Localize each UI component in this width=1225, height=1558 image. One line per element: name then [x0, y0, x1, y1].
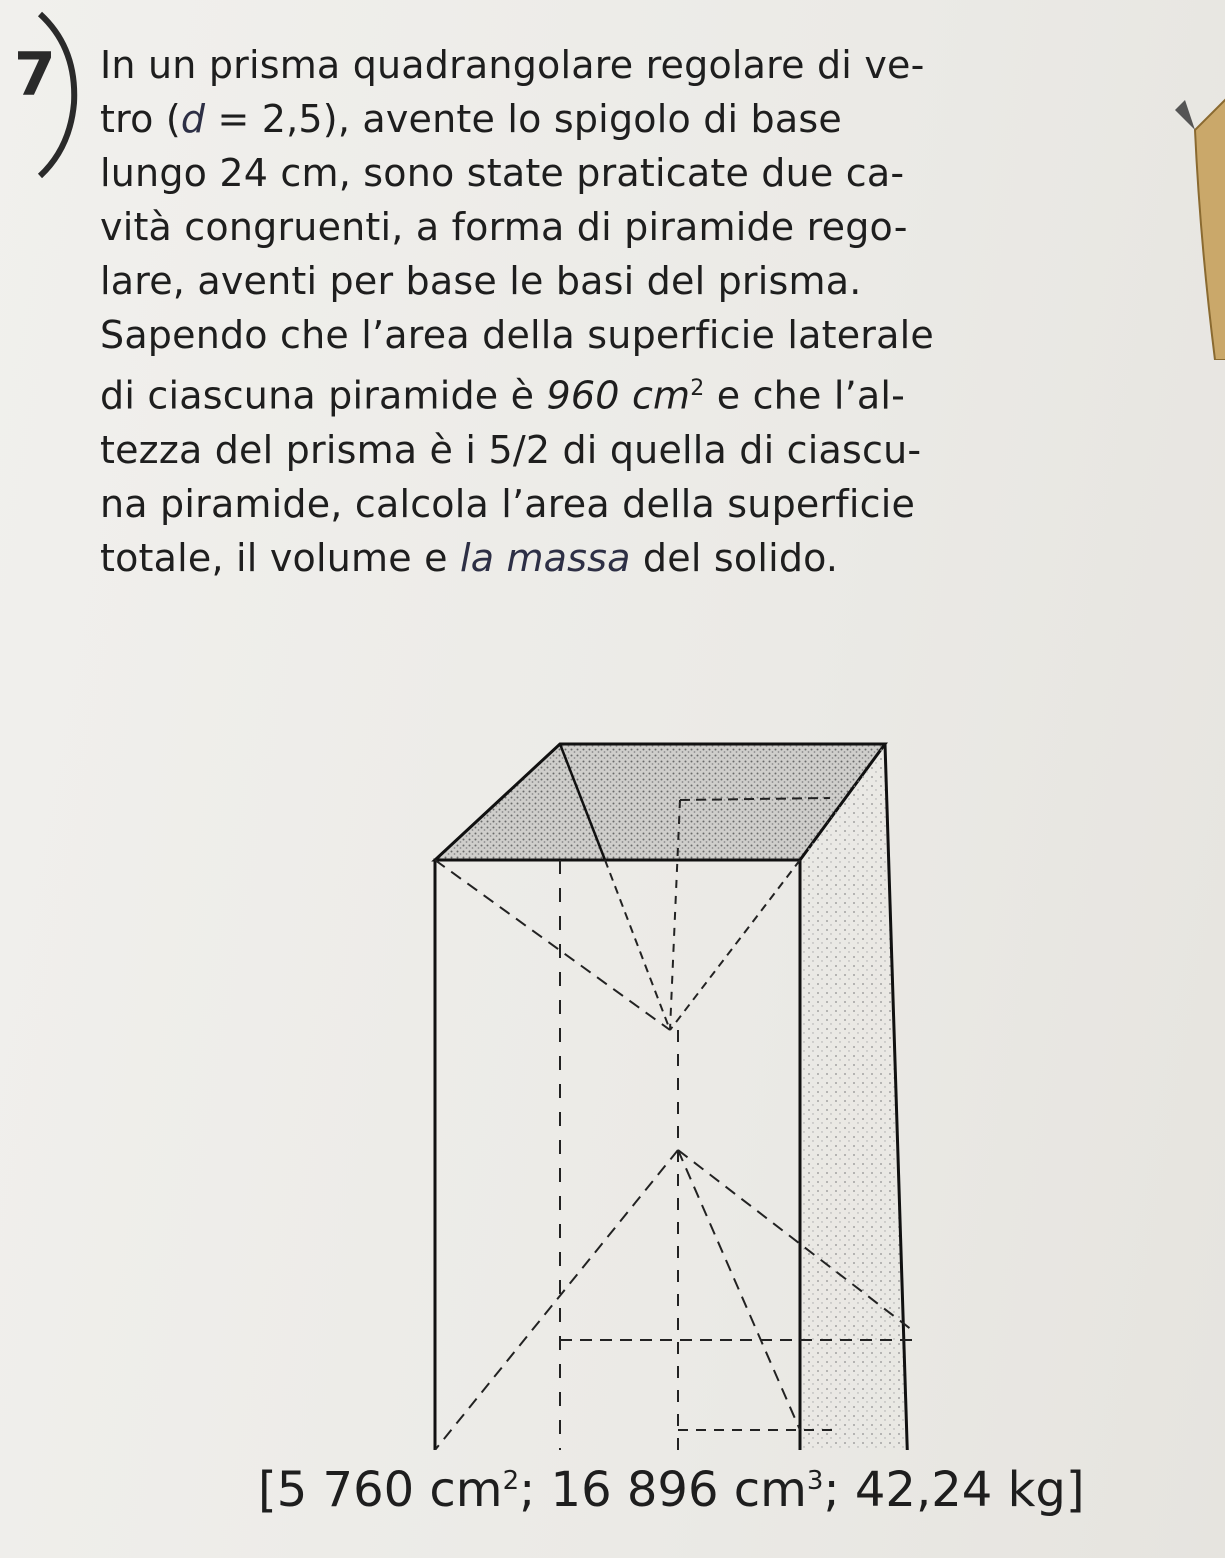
text-line-7: di ciascuna piramide è 960 $cm^2$ e che l’al- [100, 373, 906, 418]
text-line-1: In un prisma quadrangolare regolare di ve- [100, 43, 925, 87]
problem-number: 7 [14, 40, 56, 110]
problem-text [100, 38, 1190, 585]
text-line-3: lungo 24 cm, sono state praticate due ca- [100, 151, 905, 195]
text-line-8: tezza del prisma è i 5/2 di quella di ciascu- [100, 427, 922, 472]
prism-front-face [435, 860, 800, 1450]
text-line-5: lare, aventi per base le basi del prisma. [100, 259, 862, 303]
prism-with-pyramid-cavities-diagram [420, 730, 940, 1450]
text-line-9: na piramide, calcola l’area della superficie [100, 481, 916, 526]
answer-line: [5 760 $cm^2$; 16 896 $cm^3$; 42,24 kg] [258, 1462, 1085, 1518]
text-line-4: vità congruenti, a forma di piramide rego- [100, 205, 908, 249]
handwritten-correction: la massa [459, 535, 631, 580]
handwritten-density-symbol: d [180, 97, 206, 141]
text-line-10: totale, il volume e la massa del solido. [100, 535, 839, 580]
text-line-2: tro (d = 2,5), avente lo spigolo di base [100, 97, 842, 141]
pen-tip-icon [1155, 90, 1225, 360]
text-line-6: Sapendo che l’area della superficie laterale [100, 313, 934, 357]
